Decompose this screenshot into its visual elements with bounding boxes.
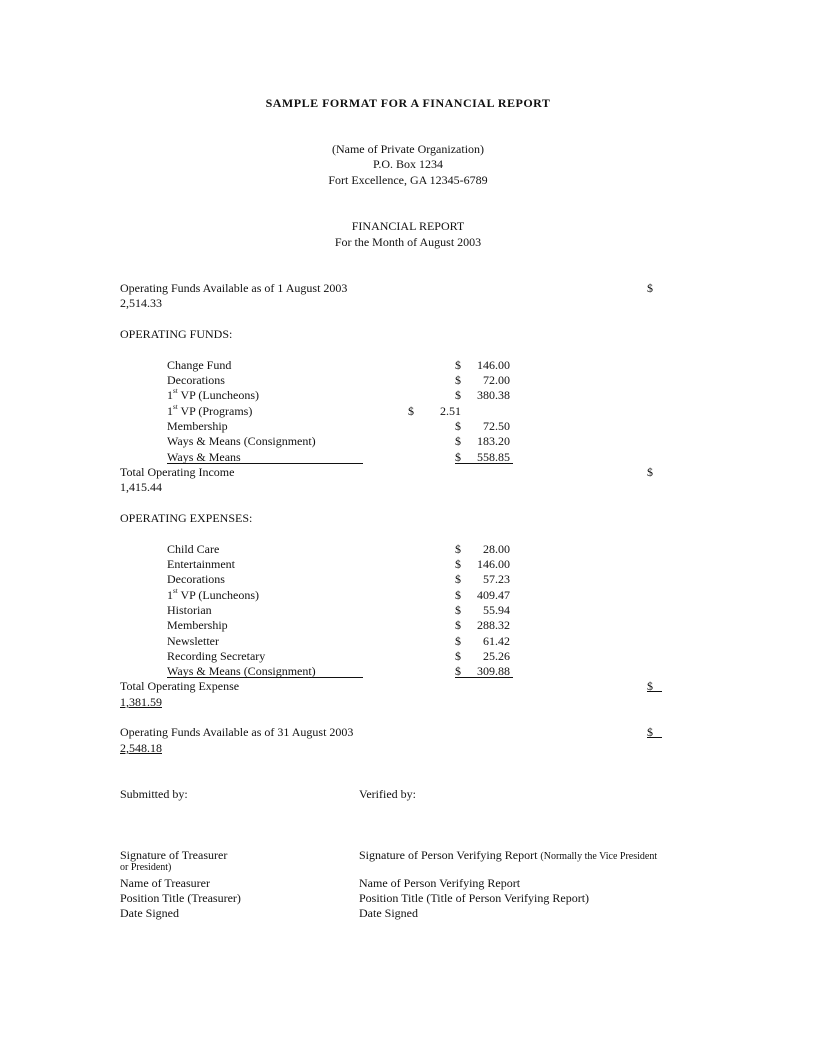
operating-funds-heading: OPERATING FUNDS: (120, 327, 233, 341)
verifier-position-label: Position Title (Title of Person Verifying Report) (359, 891, 590, 905)
verified-by-label: Verified by: (359, 787, 416, 801)
funds-item-currency: $ (455, 419, 461, 433)
funds-item-amount: 2.51 (440, 404, 461, 418)
expenses-underline-label (167, 677, 363, 678)
expense-item-amount: 57.23 (483, 572, 510, 586)
org-address-line2: Fort Excellence, GA 12345-6789 (328, 173, 488, 187)
opening-balance-label: Operating Funds Available as of 1 August 2003 (120, 281, 348, 295)
funds-item-amount: 558.85 (477, 450, 510, 464)
report-heading: FINANCIAL REPORT (351, 219, 465, 233)
expense-item-amount: 409.47 (477, 588, 510, 602)
report-period: For the Month of August 2003 (334, 235, 482, 249)
funds-item-currency: $ (455, 388, 461, 402)
expense-item-label: Decorations (167, 572, 225, 586)
expense-item-currency: $ (455, 557, 461, 571)
expense-item-label: Membership (167, 618, 228, 632)
total-income-label: Total Operating Income (120, 465, 235, 479)
expense-item-label: Newsletter (167, 634, 219, 648)
funds-item-amount: 380.38 (477, 388, 510, 402)
verifier-signature-label: Signature of Person Verifying Report (Normally the Vice President (359, 848, 658, 862)
funds-item-amount: 72.50 (483, 419, 510, 433)
funds-item-amount: 72.00 (483, 373, 510, 387)
expense-item-amount: 28.00 (483, 542, 510, 556)
expenses-underline-amount (455, 677, 513, 678)
expense-item-amount: 288.32 (477, 618, 510, 632)
expense-item-amount: 55.94 (483, 603, 510, 617)
verifier-date-label: Date Signed (359, 906, 418, 920)
funds-item-label: Ways & Means (Consignment) (167, 434, 316, 448)
expense-item-amount: 309.88 (477, 664, 510, 678)
funds-item-label: Membership (167, 419, 228, 433)
expense-item-currency: $ (455, 618, 461, 632)
funds-item-label: 1st VP (Luncheons) (167, 387, 259, 402)
closing-balance-label: Operating Funds Available as of 31 August 2003 (120, 725, 354, 739)
funds-item-label: Ways & Means (167, 450, 241, 464)
expense-item-currency: $ (455, 542, 461, 556)
org-name: (Name of Private Organization) (331, 142, 485, 156)
funds-item-amount: 146.00 (477, 358, 510, 372)
treasurer-date-label: Date Signed (120, 906, 179, 920)
funds-underline-label (167, 463, 363, 464)
total-expense-label: Total Operating Expense (120, 679, 240, 693)
submitted-by-label: Submitted by: (120, 787, 188, 801)
expense-item-label: Entertainment (167, 557, 235, 571)
treasurer-name-label: Name of Treasurer (120, 876, 210, 890)
funds-item-currency: $ (455, 450, 461, 464)
funds-item-currency: $ (455, 434, 461, 448)
expense-item-amount: 25.26 (483, 649, 510, 663)
expense-item-currency: $ (455, 634, 461, 648)
expense-item-label: Child Care (167, 542, 220, 556)
closing-balance-amount: 2,548.18 (120, 741, 162, 755)
expense-item-amount: 146.00 (477, 557, 510, 571)
verifier-name-label: Name of Person Verifying Report (359, 876, 521, 890)
opening-balance-currency: $ (647, 281, 653, 295)
total-expense-currency: $ (647, 679, 653, 693)
expense-item-currency: $ (455, 603, 461, 617)
expense-item-label: Recording Secretary (167, 649, 266, 663)
funds-item-currency: $ (455, 358, 461, 372)
opening-balance-amount: 2,514.33 (120, 296, 162, 310)
org-address-line1: P.O. Box 1234 (372, 157, 443, 171)
total-income-currency: $ (647, 465, 653, 479)
treasurer-position-label: Position Title (Treasurer) (120, 891, 241, 905)
closing-balance-currency: $ (647, 725, 653, 739)
total-expense-amount: 1,381.59 (120, 695, 162, 709)
expense-item-amount: 61.42 (483, 634, 510, 648)
funds-item-currency: $ (408, 404, 414, 418)
expense-item-currency: $ (455, 664, 461, 678)
total-income-amount: 1,415.44 (120, 480, 162, 494)
page-title: SAMPLE FORMAT FOR A FINANCIAL REPORT (265, 96, 551, 110)
funds-item-label: Change Fund (167, 358, 232, 372)
operating-expenses-heading: OPERATING EXPENSES: (120, 511, 253, 525)
expense-item-currency: $ (455, 588, 461, 602)
expense-item-currency: $ (455, 572, 461, 586)
funds-underline-amount (455, 463, 513, 464)
expense-item-label: 1st VP (Luncheons) (167, 587, 259, 602)
funds-item-label: 1st VP (Programs) (167, 403, 253, 418)
expense-item-currency: $ (455, 649, 461, 663)
funds-item-currency: $ (455, 373, 461, 387)
treasurer-signature-label: Signature of Treasurer (120, 848, 228, 862)
funds-item-label: Decorations (167, 373, 225, 387)
expense-item-label: Ways & Means (Consignment) (167, 664, 316, 678)
funds-item-amount: 183.20 (477, 434, 510, 448)
expense-item-label: Historian (167, 603, 212, 617)
signature-note-continued: or President) (120, 862, 172, 873)
